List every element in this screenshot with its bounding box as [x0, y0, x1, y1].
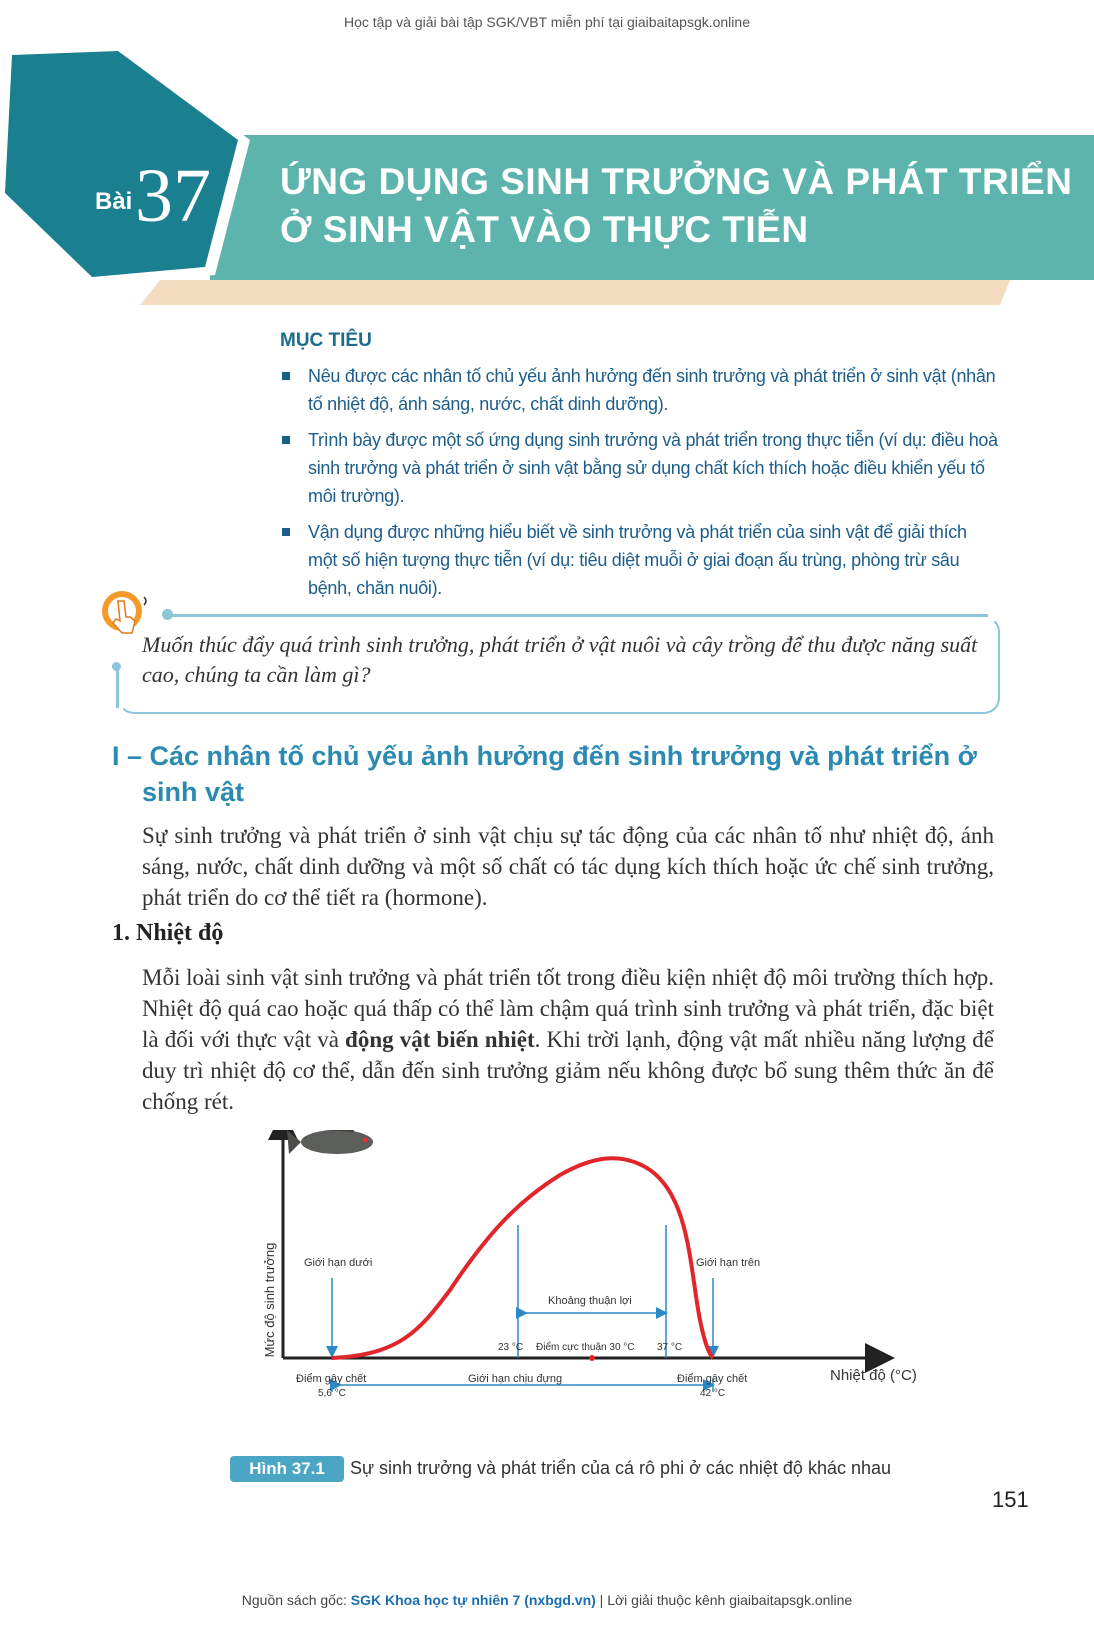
figure-badge: Hình 37.1 [230, 1456, 344, 1482]
bottom-note-prefix: Nguồn sách gốc: [241, 1592, 351, 1608]
lesson-title [280, 158, 1080, 254]
lesson-title-line2: Ở SINH VẬT VÀO THỰC TIỄN [280, 209, 809, 250]
label-37: 37 °C [657, 1342, 683, 1353]
section-heading-line2: sinh vật [142, 777, 245, 807]
question-box-top-line [168, 614, 988, 617]
lesson-word: Bài [95, 188, 133, 215]
label-upper-limit: Giới hạn trên [696, 1257, 761, 1269]
page-number: 151 [992, 1487, 1029, 1512]
section-heading-line1: I – Các nhân tố chủ yếu ảnh hưởng đến sinh trưởng và phát triển ở [112, 741, 977, 771]
objectives-list [280, 362, 1000, 610]
label-death-high-value: 42 °C [700, 1388, 726, 1399]
temperature-text-a: Mỗi loài sinh vật sinh trưởng và phát triển tốt trong điều kiện nhiệt độ môi trường thích hợp. Nhiệt độ quá cao hoặc quá thấp có thể làm chậm quá trình sinh trưởng và phát triển, đặc biệt là đối với thực vật và [142, 965, 994, 1052]
question-text: Muốn thúc đẩy quá trình sinh trưởng, phát triển ở vật nuôi và cây trồng để thu được năng suất cao, chúng ta cần làm gì? [142, 632, 978, 687]
lesson-title-line1: ỨNG DỤNG SINH TRƯỞNG VÀ PHÁT TRIỂN [280, 161, 1073, 202]
temperature-text-bold: động vật biến nhiệt [345, 1027, 535, 1052]
bottom-note-suffix: | Lời giải thuộc kênh giaibaitapsgk.online [595, 1592, 853, 1608]
objectives-heading: MỤC TIÊU [280, 330, 372, 351]
sub-heading-temperature: 1. Nhiệt độ [112, 920, 224, 946]
title-band-accent [140, 275, 1010, 305]
optimum-point [589, 1355, 595, 1361]
bottom-note-source[interactable]: SGK Khoa học tự nhiên 7 (nxbgd.vn) [350, 1592, 596, 1608]
label-death-low-value: 5,6 °C [318, 1388, 346, 1399]
figure-caption: Sự sinh trưởng và phát triển của cá rô phi ở các nhiệt độ khác nhau [350, 1458, 892, 1478]
label-23: 23 °C [498, 1342, 524, 1353]
bottom-note [0, 1592, 1094, 1608]
temperature-text-b: . Khi trời lạnh, động vật mất nhiều năng lượng để duy trì nhiệt độ cơ thể, dẫn đến sinh trưởng giảm nếu không được bổ sung thêm thức ăn để chống rét. [142, 1027, 994, 1114]
section-intro: Sự sinh trưởng và phát triển ở sinh vật chịu sự tác động của các nhân tố như nhiệt độ, ánh sáng, nước, chất dinh dưỡng và một số chất có tác dụng kích thích hoặc ức chế sinh trưởng, phát triển do cơ thể tiết ra (hormone). [142, 823, 994, 910]
top-note: Học tập và giải bài tập SGK/VBT miễn phí tại giaibaitapsgk.online [344, 14, 750, 30]
x-axis-label: Nhiệt độ (°C) [830, 1367, 917, 1384]
section-heading [112, 738, 1012, 810]
label-optimum: Điểm cực thuận 30 °C [536, 1342, 635, 1353]
growth-curve [332, 1158, 713, 1358]
lesson-number: 37 [135, 154, 211, 238]
y-axis-label: Mức độ sinh trưởng [262, 1242, 277, 1358]
fish-icon [287, 1130, 373, 1154]
objective-item: Nêu được các nhân tố chủ yếu ảnh hưởng đến sinh trưởng và phát triển ở sinh vật (nhân tố nhiệt độ, ánh sáng, nước, chất dinh dưỡng). [280, 362, 1000, 418]
question-box-dot-left [112, 662, 121, 671]
label-lower-limit: Giới hạn dưới [304, 1257, 373, 1269]
question-box-dot [162, 609, 173, 620]
objective-item: Vận dụng được những hiểu biết về sinh trưởng và phát triển của sinh vật để giải thích một số hiện tượng thực tiễn (ví dụ: tiêu diệt muỗi ở giai đoạn ấu trùng, phòng trừ sâu bệnh, chăn nuôi). [280, 518, 1000, 602]
growth-temperature-chart [250, 1130, 970, 1460]
label-death-low: Điểm gây chết [296, 1373, 367, 1385]
objective-item: Trình bày được một số ứng dụng sinh trưởng và phát triển trong thực tiễn (ví dụ: điều hoà sinh trưởng và phát triển ở sinh vật bằng sử dụng chất kích thích hoặc điều khiển yếu tố môi trường). [280, 426, 1000, 510]
label-death-high: Điểm gây chết [677, 1373, 748, 1385]
label-favorable-range: Khoảng thuận lợi [548, 1295, 632, 1307]
temperature-paragraph [142, 962, 994, 1117]
label-tolerance: Giới hạn chịu đựng [468, 1373, 563, 1385]
